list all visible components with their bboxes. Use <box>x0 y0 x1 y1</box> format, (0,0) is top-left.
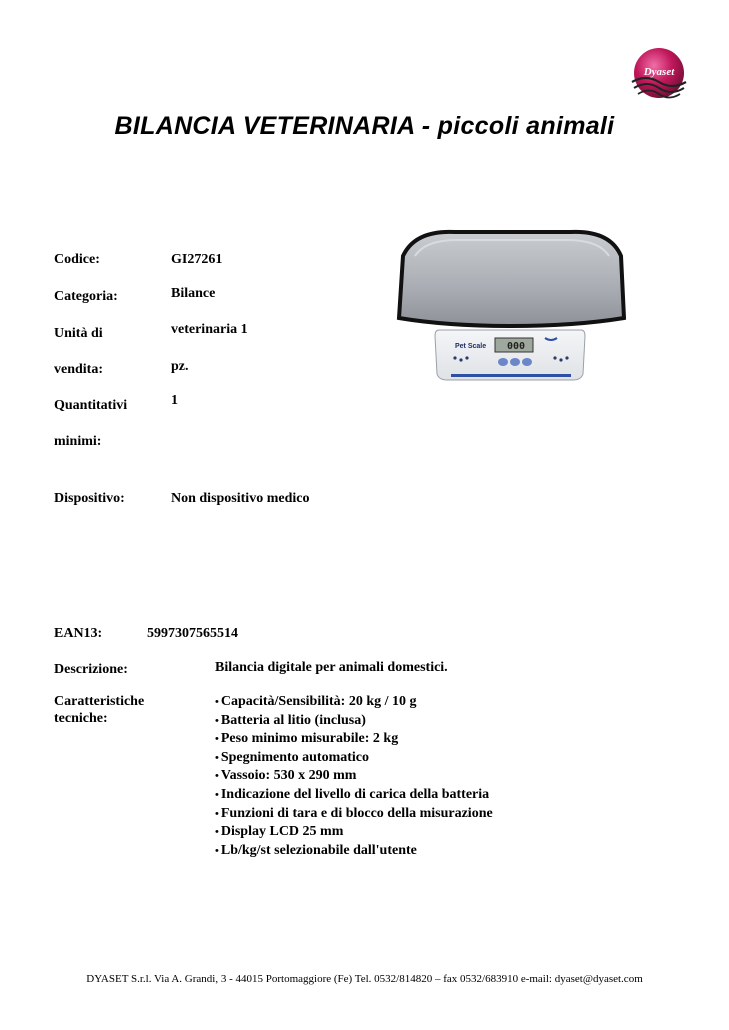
lcd-readout: 000 <box>506 341 525 352</box>
feature-item: • Capacità/Sensibilità: 20 kg / 10 g <box>215 694 417 709</box>
unita-label-line2: vendita: <box>54 362 103 377</box>
logo-text: Dyaset <box>643 66 675 78</box>
scale-button <box>522 358 532 366</box>
feature-item: • Vassoio: 530 x 290 mm <box>215 768 357 784</box>
dyaset-logo <box>628 44 690 106</box>
feature-item: • Display LCD 25 mm <box>215 824 344 840</box>
bullet-icon: • <box>215 751 219 764</box>
unita-value-line1: veterinaria 1 <box>171 322 248 337</box>
unita-label-line1: Unità di <box>54 326 103 341</box>
bullet-icon: • <box>215 844 219 857</box>
quantitativi-value: 1 <box>171 393 178 408</box>
scale-button <box>510 358 520 366</box>
bullet-icon: • <box>215 770 219 783</box>
ean-label: EAN13: <box>54 626 103 641</box>
quantitativi-label-line1: Quantitativi <box>54 398 128 413</box>
dispositivo-value: Non dispositivo medico <box>171 491 310 506</box>
unita-value-line2: pz. <box>171 359 189 374</box>
footer-contact: DYASET S.r.l. Via A. Grandi, 3 - 44015 Portomaggiore (Fe) Tel. 0532/814820 – fax 0532/683910 e-mail: dyaset@dyaset.com <box>86 973 643 985</box>
ean-value: 5997307565514 <box>147 626 238 641</box>
feature-item: • Indicazione del livello di carica della batteria <box>215 786 490 802</box>
descrizione-value: Bilancia digitale per animali domestici. <box>215 660 448 675</box>
bullet-icon: • <box>215 788 219 801</box>
descrizione-label: Descrizione: <box>54 662 128 677</box>
bullet-icon: • <box>215 807 219 820</box>
feature-item: • Batteria al litio (inclusa) <box>215 712 366 728</box>
display-caption: Pet Scale <box>455 343 487 350</box>
dispositivo-label: Dispositivo: <box>54 491 125 506</box>
page-title: BILANCIA VETERINARIA - piccoli animali <box>114 112 615 140</box>
codice-value: GI27261 <box>171 252 223 267</box>
feature-item: • Funzioni di tara e di blocco della misurazione <box>215 805 493 821</box>
categoria-label: Categoria: <box>54 289 118 304</box>
quantitativi-label-line2: minimi: <box>54 434 102 449</box>
bullet-icon: • <box>215 826 219 839</box>
codice-label: Codice: <box>54 252 100 267</box>
feature-item: • Lb/kg/st selezionabile dall'utente <box>215 842 417 858</box>
bullet-icon: • <box>215 714 219 727</box>
features-list <box>215 693 493 860</box>
bullet-icon: • <box>215 696 219 708</box>
feature-item: • Peso minimo misurabile: 2 kg <box>215 731 399 747</box>
product-image <box>395 226 627 386</box>
bullet-icon: • <box>215 733 219 746</box>
caratteristiche-label-line2: tecniche: <box>54 711 108 726</box>
categoria-value: Bilance <box>171 286 216 301</box>
scale-button <box>498 358 508 366</box>
scale-tray <box>399 232 624 326</box>
caratteristiche-label-line1: Caratteristiche <box>54 694 145 709</box>
feature-item: • Spegnimento automatico <box>215 749 370 765</box>
